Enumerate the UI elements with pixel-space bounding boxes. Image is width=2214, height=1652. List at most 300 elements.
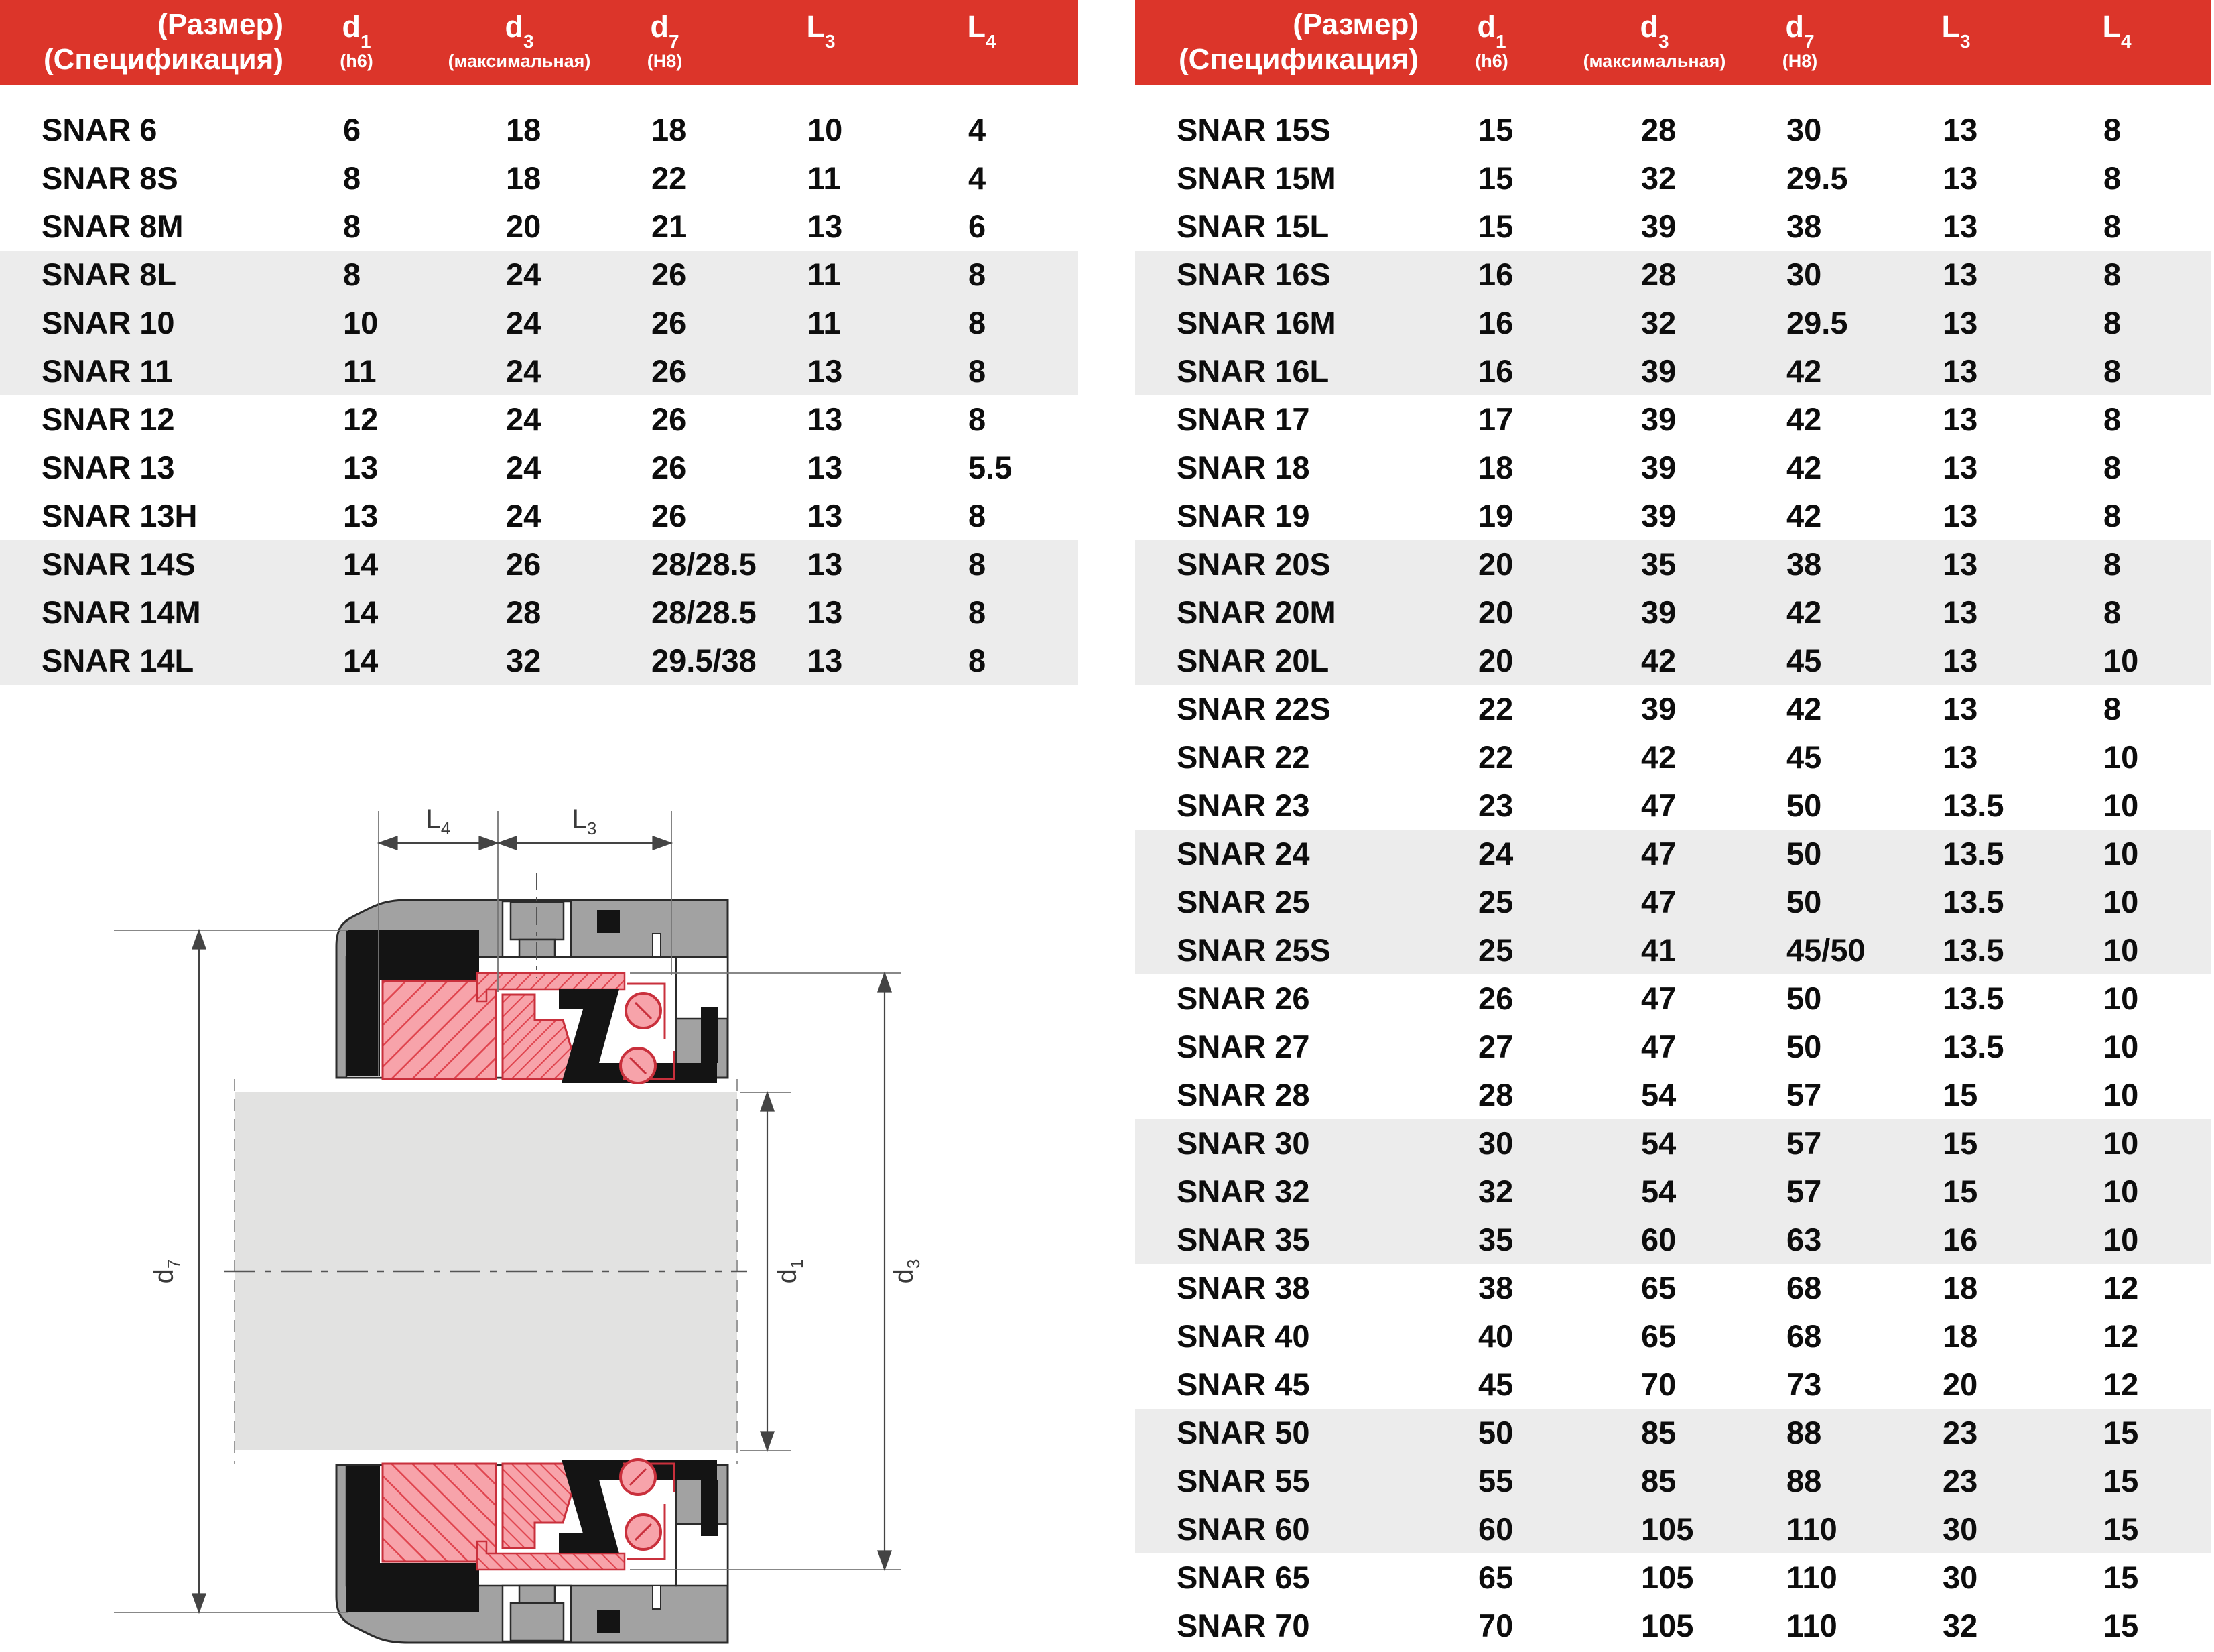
spec-name-cell: SNAR 26 — [1177, 980, 1310, 1016]
d7-cell: 50 — [1786, 980, 1822, 1016]
l4-cell: 4 — [968, 160, 986, 196]
table-row — [1135, 1119, 2211, 1167]
l4-cell: 10 — [2103, 1173, 2139, 1209]
d1-cell: 19 — [1478, 498, 1514, 533]
size-spec-column-header — [0, 7, 283, 77]
l4-cell: 8 — [2103, 160, 2122, 196]
seal-cross-section-diagram — [94, 771, 1045, 1652]
table-row — [1135, 974, 2211, 1023]
d3-cell: 32 — [1641, 160, 1677, 196]
table-row — [1135, 588, 2211, 637]
l3-cell: 13 — [807, 208, 843, 244]
spec-name-cell: SNAR 20M — [1177, 594, 1336, 630]
d3-cell: 39 — [1641, 450, 1677, 485]
dim-label-L4: $L_4$ — [426, 804, 451, 838]
spec-name-cell: SNAR 50 — [1177, 1415, 1310, 1450]
table-row — [0, 588, 1078, 637]
d3-cell: 41 — [1641, 932, 1677, 968]
table-row — [1135, 637, 2211, 685]
l4-cell: 10 — [2103, 787, 2139, 823]
d7-cell: 26 — [651, 257, 687, 292]
d3-cell: 24 — [506, 257, 541, 292]
spec-name-cell: SNAR 13H — [42, 498, 198, 533]
l3-cell: 18 — [1943, 1270, 1978, 1306]
spec-table-left-body — [0, 106, 1078, 685]
table-row — [1135, 1167, 2211, 1216]
d1-cell: 30 — [1478, 1125, 1514, 1161]
d3-cell: 28 — [1641, 257, 1677, 292]
l4-cell: 8 — [968, 643, 986, 678]
spec-table-left-header — [0, 0, 1078, 85]
dim-label-L3: $L_3$ — [572, 804, 597, 838]
d7-cell: 28/28.5 — [651, 546, 757, 582]
d7-cell: 88 — [1786, 1415, 1822, 1450]
d7-cell: 30 — [1786, 257, 1822, 292]
l3-cell: 13 — [1943, 450, 1978, 485]
d3-cell: 18 — [506, 160, 541, 196]
l4-cell: 8 — [968, 498, 986, 533]
l3-cell: 13 — [1943, 353, 1978, 389]
header-spec-line: (Спецификация) — [43, 43, 283, 76]
d1-cell: 20 — [1478, 546, 1514, 582]
d7-cell: 42 — [1786, 401, 1822, 437]
l4-cell: 15 — [2103, 1463, 2139, 1499]
spec-name-cell: SNAR 14M — [42, 594, 201, 630]
l4-cell: 10 — [2103, 643, 2139, 678]
housing-slit — [653, 934, 661, 957]
d1-column-header: $d_1$ (h6) — [1475, 9, 1508, 71]
d7-cell: 26 — [651, 450, 687, 485]
d1-cell: 23 — [1478, 787, 1514, 823]
l3-cell: 18 — [1943, 1318, 1978, 1354]
d7-cell: 22 — [651, 160, 687, 196]
d1-cell: 13 — [343, 498, 379, 533]
spec-name-cell: SNAR 25 — [1177, 884, 1310, 919]
d3-cell: 54 — [1641, 1173, 1677, 1209]
d1-cell: 14 — [343, 594, 379, 630]
spec-name-cell: SNAR 55 — [1177, 1463, 1310, 1499]
d7-cell: 42 — [1786, 498, 1822, 533]
spec-name-cell: SNAR 8M — [42, 208, 184, 244]
spec-name-cell: SNAR 8S — [42, 160, 178, 196]
l4-cell: 8 — [968, 546, 986, 582]
l3-cell: 10 — [807, 112, 843, 147]
d3-cell: 24 — [506, 498, 541, 533]
oring-dot — [597, 910, 620, 933]
d7-column-header: $d_7$ (H8) — [1782, 9, 1818, 71]
d7-cell: 110 — [1786, 1560, 1837, 1595]
l3-cell: 20 — [1943, 1367, 1978, 1402]
l3-cell: 30 — [1943, 1511, 1978, 1547]
d1-cell: 25 — [1478, 932, 1514, 968]
d1-cell: 14 — [343, 643, 379, 678]
d1-cell: 8 — [343, 257, 361, 292]
l4-cell: 10 — [2103, 1222, 2139, 1257]
d3-cell: 47 — [1641, 1029, 1677, 1064]
spec-name-cell: SNAR 28 — [1177, 1077, 1310, 1113]
l4-cell: 8 — [2103, 257, 2122, 292]
spec-name-cell: SNAR 25S — [1177, 932, 1331, 968]
d3-cell: 39 — [1641, 594, 1677, 630]
l3-cell: 13.5 — [1943, 787, 2004, 823]
d7-cell: 45 — [1786, 739, 1822, 775]
table-row — [0, 347, 1078, 395]
d1-cell: 15 — [1478, 112, 1514, 147]
d7-cell: 68 — [1786, 1270, 1822, 1306]
spec-name-cell: SNAR 22 — [1177, 739, 1310, 775]
d1-cell: 24 — [1478, 836, 1514, 871]
l4-cell: 10 — [2103, 980, 2139, 1016]
d3-cell: 32 — [1641, 305, 1677, 340]
l3-cell: 13.5 — [1943, 932, 2004, 968]
d1-cell: 20 — [1478, 643, 1514, 678]
l4-cell: 15 — [2103, 1560, 2139, 1595]
spec-name-cell: SNAR 32 — [1177, 1173, 1310, 1209]
d7-cell: 68 — [1786, 1318, 1822, 1354]
d7-cell: 26 — [651, 498, 687, 533]
d3-cell: 65 — [1641, 1270, 1677, 1306]
d1-cell: 45 — [1478, 1367, 1514, 1402]
d7-cell: 18 — [651, 112, 687, 147]
l3-cell: 11 — [807, 305, 841, 340]
d1-cell: 22 — [1478, 691, 1514, 726]
dim-label-d7: $d_7$ — [149, 1259, 184, 1284]
d3-cell: 26 — [506, 546, 541, 582]
table-row — [1135, 299, 2211, 347]
l3-cell: 13 — [1943, 401, 1978, 437]
d1-cell: 38 — [1478, 1270, 1514, 1306]
table-row — [1135, 1409, 2211, 1457]
d1-cell: 50 — [1478, 1415, 1514, 1450]
d7-cell: 42 — [1786, 594, 1822, 630]
spec-name-cell: SNAR 24 — [1177, 836, 1310, 871]
d7-cell: 29.5/38 — [651, 643, 757, 678]
table-row — [1135, 1602, 2211, 1650]
d3-cell: 39 — [1641, 401, 1677, 437]
l3-cell: 15 — [1943, 1125, 1978, 1161]
l4-cell: 8 — [2103, 112, 2122, 147]
d3-cell: 105 — [1641, 1560, 1694, 1595]
table-row — [1135, 1505, 2211, 1553]
spec-name-cell: SNAR 65 — [1177, 1560, 1310, 1595]
l3-cell: 13 — [1943, 498, 1978, 533]
size-spec-column-header — [1135, 7, 1419, 77]
l3-cell: 23 — [1943, 1463, 1978, 1499]
d3-cell: 70 — [1641, 1367, 1677, 1402]
housing-half — [336, 900, 728, 1083]
d7-cell: 57 — [1786, 1125, 1822, 1161]
d7-cell: 26 — [651, 305, 687, 340]
l3-cell: 15 — [1943, 1173, 1978, 1209]
spec-name-cell: SNAR 22S — [1177, 691, 1331, 726]
d3-cell: 85 — [1641, 1463, 1677, 1499]
l4-cell: 12 — [2103, 1318, 2139, 1354]
d3-cell: 18 — [506, 112, 541, 147]
l4-cell: 8 — [2103, 450, 2122, 485]
d7-cell: 110 — [1786, 1608, 1837, 1643]
l3-cell: 13 — [1943, 160, 1978, 196]
table-row — [1135, 395, 2211, 444]
d7-cell: 21 — [651, 208, 687, 244]
d3-cell: 105 — [1641, 1511, 1694, 1547]
l3-cell: 13 — [1943, 546, 1978, 582]
d1-cell: 12 — [343, 401, 379, 437]
l4-column-header: $L_4$ — [967, 9, 996, 52]
table-row — [1135, 1312, 2211, 1360]
table-row — [0, 395, 1078, 444]
d3-cell: 65 — [1641, 1318, 1677, 1354]
d1-cell: 15 — [1478, 208, 1514, 244]
l3-cell: 13 — [807, 450, 843, 485]
spec-name-cell: SNAR 70 — [1177, 1608, 1310, 1643]
l4-cell: 8 — [2103, 401, 2122, 437]
d3-cell: 24 — [506, 305, 541, 340]
d7-cell: 26 — [651, 401, 687, 437]
d3-cell: 47 — [1641, 787, 1677, 823]
d3-cell: 42 — [1641, 643, 1677, 678]
d1-cell: 26 — [1478, 980, 1514, 1016]
d3-cell: 24 — [506, 353, 541, 389]
table-row — [1135, 106, 2211, 154]
d3-cell: 54 — [1641, 1077, 1677, 1113]
d3-cell: 47 — [1641, 884, 1677, 919]
d7-cell: 63 — [1786, 1222, 1822, 1257]
d7-cell: 57 — [1786, 1077, 1822, 1113]
l3-cell: 32 — [1943, 1608, 1978, 1643]
d3-cell: 20 — [506, 208, 541, 244]
d1-column-header: $d_1$ (h6) — [340, 9, 373, 71]
l3-cell: 23 — [1943, 1415, 1978, 1450]
d1-cell: 35 — [1478, 1222, 1514, 1257]
l4-cell: 5.5 — [968, 450, 1013, 485]
l4-cell: 8 — [2103, 546, 2122, 582]
table-row — [0, 444, 1078, 492]
table-row — [1135, 154, 2211, 202]
l3-cell: 13 — [1943, 208, 1978, 244]
table-row — [1135, 733, 2211, 781]
l4-cell: 10 — [2103, 1029, 2139, 1064]
spec-name-cell: SNAR 19 — [1177, 498, 1310, 533]
table-row — [1135, 540, 2211, 588]
l3-cell: 30 — [1943, 1560, 1978, 1595]
l3-cell: 13 — [807, 353, 843, 389]
d7-cell: 29.5 — [1786, 305, 1848, 340]
d1-cell: 14 — [343, 546, 379, 582]
d7-cell: 50 — [1786, 787, 1822, 823]
l3-cell: 11 — [807, 160, 841, 196]
table-row — [0, 492, 1078, 540]
table-row — [1135, 251, 2211, 299]
l4-cell: 15 — [2103, 1608, 2139, 1643]
table-row — [1135, 444, 2211, 492]
d7-cell: 50 — [1786, 1029, 1822, 1064]
spec-table-right-header — [1135, 0, 2211, 85]
d3-cell: 54 — [1641, 1125, 1677, 1161]
spec-name-cell: SNAR 11 — [42, 353, 173, 389]
spec-name-cell: SNAR 6 — [42, 112, 157, 147]
d1-cell: 60 — [1478, 1511, 1514, 1547]
l4-cell: 8 — [2103, 691, 2122, 726]
spec-name-cell: SNAR 27 — [1177, 1029, 1310, 1064]
l3-cell: 13 — [807, 546, 843, 582]
d7-cell: 29.5 — [1786, 160, 1848, 196]
d1-cell: 10 — [343, 305, 379, 340]
l4-cell: 8 — [2103, 498, 2122, 533]
d1-cell: 28 — [1478, 1077, 1514, 1113]
l3-cell: 15 — [1943, 1077, 1978, 1113]
table-row — [0, 251, 1078, 299]
table-row — [0, 154, 1078, 202]
d1-cell: 25 — [1478, 884, 1514, 919]
spec-name-cell: SNAR 35 — [1177, 1222, 1310, 1257]
l4-cell: 15 — [2103, 1415, 2139, 1450]
table-row — [1135, 685, 2211, 733]
d3-cell: 28 — [506, 594, 541, 630]
table-row — [1135, 1264, 2211, 1312]
l3-cell: 13 — [1943, 594, 1978, 630]
header-spec-line: (Спецификация) — [1178, 43, 1419, 76]
d3-cell: 39 — [1641, 208, 1677, 244]
d1-cell: 8 — [343, 160, 361, 196]
l3-column-header: $L_3$ — [1941, 9, 1971, 52]
l3-cell: 13 — [1943, 739, 1978, 775]
l3-column-header: $L_3$ — [806, 9, 836, 52]
table-row — [0, 299, 1078, 347]
table-row — [1135, 347, 2211, 395]
l3-cell: 11 — [807, 257, 841, 292]
d7-cell: 42 — [1786, 450, 1822, 485]
d7-cell: 42 — [1786, 691, 1822, 726]
l4-cell: 8 — [2103, 353, 2122, 389]
d3-column-header: $d_3$ (максимальная) — [1583, 9, 1726, 71]
d3-cell: 60 — [1641, 1222, 1677, 1257]
l3-cell: 13 — [1943, 305, 1978, 340]
d3-cell: 47 — [1641, 836, 1677, 871]
spec-name-cell: SNAR 23 — [1177, 787, 1310, 823]
l4-cell: 12 — [2103, 1270, 2139, 1306]
l4-cell: 10 — [2103, 932, 2139, 968]
d3-cell: 39 — [1641, 498, 1677, 533]
l4-cell: 10 — [2103, 884, 2139, 919]
l4-cell: 8 — [968, 401, 986, 437]
l3-cell: 13 — [1943, 643, 1978, 678]
l3-cell: 13.5 — [1943, 1029, 2004, 1064]
table-row — [1135, 1457, 2211, 1505]
l3-cell: 13.5 — [1943, 980, 2004, 1016]
table-row — [1135, 1216, 2211, 1264]
spec-name-cell: SNAR 8L — [42, 257, 177, 292]
l4-cell: 4 — [968, 112, 986, 147]
table-row — [1135, 1360, 2211, 1409]
l3-cell: 13 — [807, 498, 843, 533]
d1-cell: 65 — [1478, 1560, 1514, 1595]
d3-cell: 35 — [1641, 546, 1677, 582]
header-size-line: (Размер) — [1293, 8, 1419, 41]
d1-cell: 11 — [343, 353, 377, 389]
spec-name-cell: SNAR 18 — [1177, 450, 1310, 485]
l3-cell: 16 — [1943, 1222, 1978, 1257]
table-row — [0, 637, 1078, 685]
d7-cell: 50 — [1786, 836, 1822, 871]
table-row — [1135, 1023, 2211, 1071]
d7-cell: 38 — [1786, 546, 1822, 582]
d7-cell: 38 — [1786, 208, 1822, 244]
d7-cell: 110 — [1786, 1511, 1837, 1547]
l4-cell: 10 — [2103, 1125, 2139, 1161]
d3-cell: 39 — [1641, 691, 1677, 726]
d1-cell: 15 — [1478, 160, 1514, 196]
d7-cell: 73 — [1786, 1367, 1822, 1402]
spec-name-cell: SNAR 30 — [1177, 1125, 1310, 1161]
d1-cell: 17 — [1478, 401, 1514, 437]
dim-label-d3: $d_3$ — [889, 1259, 923, 1284]
d1-cell: 40 — [1478, 1318, 1514, 1354]
l4-cell: 12 — [2103, 1367, 2139, 1402]
d7-cell: 45/50 — [1786, 932, 1866, 968]
l3-cell: 13.5 — [1943, 836, 2004, 871]
l4-cell: 8 — [968, 594, 986, 630]
d7-column-header: $d_7$ (H8) — [647, 9, 683, 71]
spec-name-cell: SNAR 15L — [1177, 208, 1329, 244]
l3-cell: 13 — [1943, 112, 1978, 147]
drive-band — [701, 1007, 718, 1063]
table-row — [1135, 830, 2211, 878]
spec-name-cell: SNAR 16L — [1177, 353, 1329, 389]
spec-name-cell: SNAR 12 — [42, 401, 175, 437]
d7-cell: 26 — [651, 353, 687, 389]
spec-name-cell: SNAR 13 — [42, 450, 175, 485]
table-row — [1135, 202, 2211, 251]
l4-cell: 15 — [2103, 1511, 2139, 1547]
l4-cell: 10 — [2103, 836, 2139, 871]
d1-cell: 16 — [1478, 353, 1514, 389]
d1-cell: 55 — [1478, 1463, 1514, 1499]
table-row — [1135, 878, 2211, 926]
spec-name-cell: SNAR 20S — [1177, 546, 1331, 582]
l4-cell: 8 — [968, 353, 986, 389]
l4-cell: 6 — [968, 208, 986, 244]
table-row — [1135, 781, 2211, 830]
d1-cell: 27 — [1478, 1029, 1514, 1064]
spec-name-cell: SNAR 16S — [1177, 257, 1331, 292]
spec-name-cell: SNAR 15S — [1177, 112, 1331, 147]
spec-name-cell: SNAR 20L — [1177, 643, 1329, 678]
l4-cell: 10 — [2103, 1077, 2139, 1113]
spec-table-right-body — [1135, 106, 2211, 1650]
l3-cell: 13 — [807, 594, 843, 630]
d1-cell: 32 — [1478, 1173, 1514, 1209]
housing-half-mirror — [336, 1460, 728, 1643]
spec-name-cell: SNAR 15M — [1177, 160, 1336, 196]
d3-cell: 32 — [506, 643, 541, 678]
spec-name-cell: SNAR 16M — [1177, 305, 1336, 340]
header-size-line: (Размер) — [157, 8, 283, 41]
table-row — [0, 106, 1078, 154]
d3-cell: 24 — [506, 450, 541, 485]
table-row — [1135, 1071, 2211, 1119]
d7-cell: 28/28.5 — [651, 594, 757, 630]
d1-cell: 8 — [343, 208, 361, 244]
spec-name-cell: SNAR 60 — [1177, 1511, 1310, 1547]
d7-cell: 50 — [1786, 884, 1822, 919]
l4-cell: 8 — [968, 257, 986, 292]
spec-name-cell: SNAR 17 — [1177, 401, 1310, 437]
table-row — [0, 540, 1078, 588]
d3-cell: 105 — [1641, 1608, 1694, 1643]
table-row — [1135, 926, 2211, 974]
d3-cell: 42 — [1641, 739, 1677, 775]
d1-cell: 13 — [343, 450, 379, 485]
